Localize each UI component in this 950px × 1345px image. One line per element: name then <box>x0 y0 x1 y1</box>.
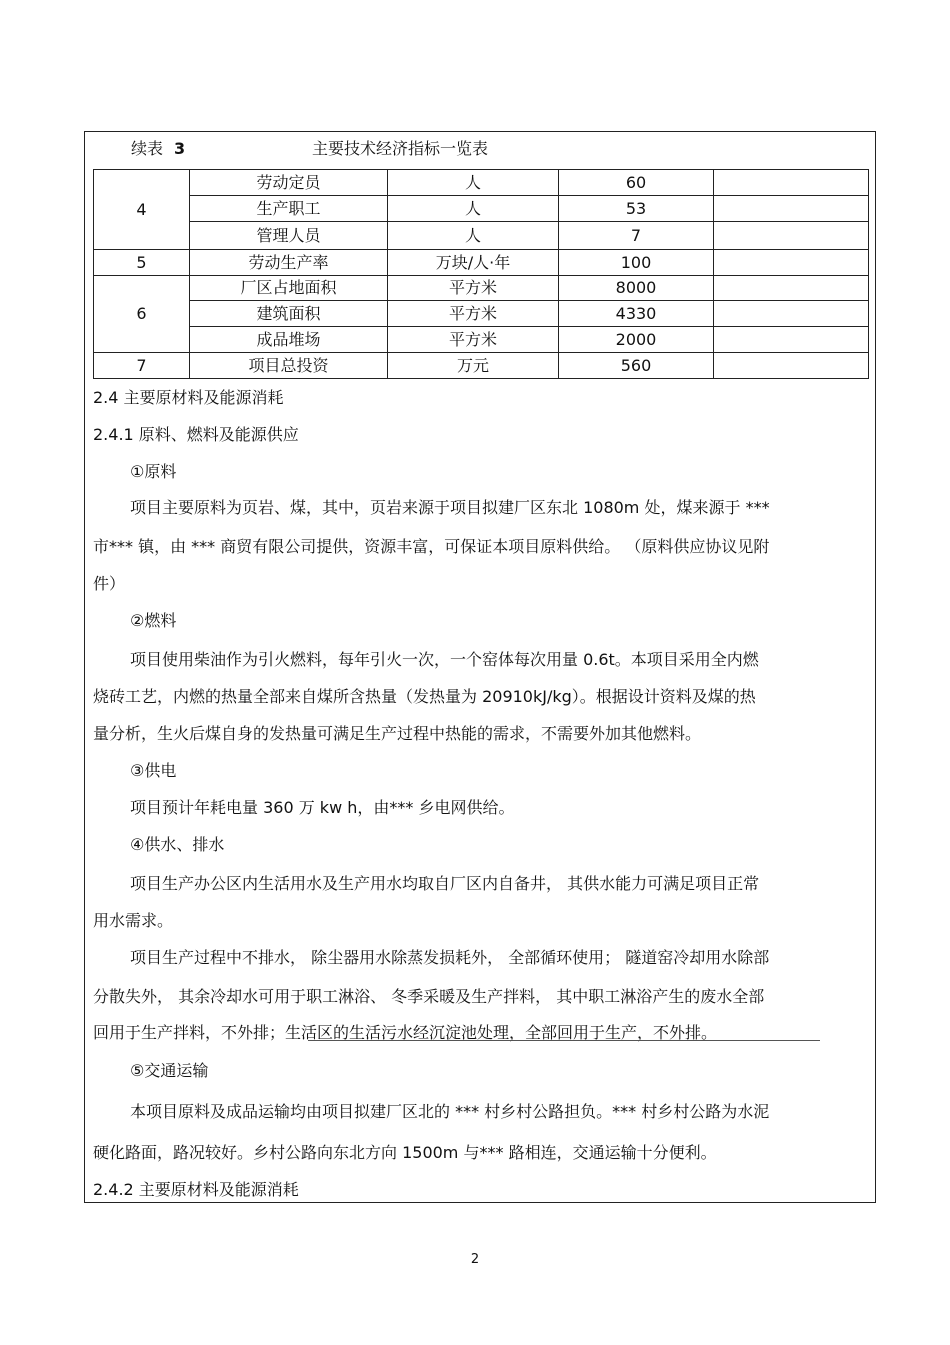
cell-no: 4 <box>94 170 190 250</box>
cell-item: 管理人员 <box>190 222 388 250</box>
paragraph-line: 用水需求。 <box>93 911 174 930</box>
table-row <box>94 250 869 276</box>
section-heading-2-4: 2.4 主要原材料及能源消耗 <box>93 388 284 407</box>
cell-note <box>714 327 869 353</box>
cell-item: 劳动定员 <box>190 170 388 196</box>
table-row <box>94 327 869 353</box>
paragraph-line: 项目生产过程中不排水， 除尘器用水除蒸发损耗外， 全部循环使用； 隧道窑冷却用水除部 <box>130 948 770 967</box>
cell-item: 厂区占地面积 <box>190 276 388 301</box>
paragraph-line: 量分析，生火后煤自身的发热量可满足生产过程中热能的需求，不需要外加其他燃料。 <box>93 724 702 743</box>
cell-value: 560 <box>559 353 714 379</box>
table-row <box>94 196 869 222</box>
table-row <box>94 276 869 301</box>
cell-item: 成品堆场 <box>190 327 388 353</box>
subsection-title-water: ④供水、排水 <box>130 835 225 854</box>
table-caption-number: 3 <box>174 139 186 158</box>
cell-value: 8000 <box>559 276 714 301</box>
cell-unit: 万块/人·年 <box>388 250 559 276</box>
cell-no: 6 <box>94 276 190 353</box>
table-caption-title: 主要技术经济指标一览表 <box>312 139 489 158</box>
cell-item: 劳动生产率 <box>190 250 388 276</box>
cell-note <box>714 301 869 327</box>
cell-unit: 人 <box>388 222 559 250</box>
table-row <box>94 301 869 327</box>
paragraph-line: 分散失外， 其余冷却水可用于职工淋浴、 冬季采暖及生产拌料， 其中职工淋浴产生的废水全部 <box>93 987 765 1006</box>
cell-no: 5 <box>94 250 190 276</box>
cell-item: 建筑面积 <box>190 301 388 327</box>
subsection-title-transport: ⑤交通运输 <box>130 1061 209 1080</box>
paragraph-line: 回用于生产拌料，不外排；生活区的生活污水经沉淀池处理，全部回用于生产，不外排。 <box>93 1023 718 1042</box>
cell-value: 60 <box>559 170 714 196</box>
cell-unit: 平方米 <box>388 327 559 353</box>
subsection-title-raw-material: ①原料 <box>130 462 177 481</box>
cell-value: 4330 <box>559 301 714 327</box>
table-caption-label: 续表 <box>131 139 164 158</box>
paragraph-line: 硬化路面，路况较好。乡村公路向东北方向 1500m 与*** 路相连，交通运输十分便利。 <box>93 1143 717 1162</box>
cell-unit: 人 <box>388 170 559 196</box>
table-row <box>94 353 869 379</box>
cell-note <box>714 353 869 379</box>
cell-unit: 平方米 <box>388 301 559 327</box>
cell-no: 7 <box>94 353 190 379</box>
paragraph-line: 本项目原料及成品运输均由项目拟建厂区北的 *** 村乡村公路担负。*** 村乡村公路为水泥 <box>130 1102 770 1121</box>
handwritten-underline <box>308 1040 820 1041</box>
cell-note <box>714 250 869 276</box>
paragraph-line: 项目预计年耗电量 360 万 kw h，由*** 乡电网供给。 <box>130 798 515 817</box>
cell-value: 100 <box>559 250 714 276</box>
cell-note <box>714 196 869 222</box>
paragraph-line: 市*** 镇，由 *** 商贸有限公司提供，资源丰富，可保证本项目原料供给。 （原料供应协议见附 <box>93 537 770 556</box>
section-heading-2-4-1: 2.4.1 原料、燃料及能源供应 <box>93 425 299 444</box>
table-row <box>94 170 869 196</box>
paragraph-line: 件） <box>93 574 126 593</box>
cell-unit: 人 <box>388 196 559 222</box>
indicator-table <box>93 169 869 379</box>
cell-note <box>714 222 869 250</box>
cell-note <box>714 170 869 196</box>
cell-note <box>714 276 869 301</box>
cell-unit: 万元 <box>388 353 559 379</box>
section-heading-2-4-2: 2.4.2 主要原材料及能源消耗 <box>93 1180 299 1199</box>
page-number: 2 <box>470 1252 480 1267</box>
paragraph-line: 项目生产办公区内生活用水及生产用水均取自厂区内自备井， 其供水能力可满足项目正常 <box>130 874 760 893</box>
paragraph-line: 烧砖工艺，内燃的热量全部来自煤所含热量（发热量为 20910kJ/kg）。根据设计资料及煤的热 <box>93 687 756 706</box>
subsection-title-power: ③供电 <box>130 761 177 780</box>
subsection-title-fuel: ②燃料 <box>130 611 177 630</box>
cell-unit: 平方米 <box>388 276 559 301</box>
cell-item: 生产职工 <box>190 196 388 222</box>
cell-value: 2000 <box>559 327 714 353</box>
cell-item: 项目总投资 <box>190 353 388 379</box>
paragraph-line: 项目主要原料为页岩、煤，其中，页岩来源于项目拟建厂区东北 1080m 处，煤来源于 *** <box>130 498 770 517</box>
cell-value: 53 <box>559 196 714 222</box>
table-row <box>94 222 869 250</box>
paragraph-line: 项目使用柴油作为引火燃料，每年引火一次，一个窑体每次用量 0.6t。本项目采用全内燃 <box>130 650 759 669</box>
cell-value: 7 <box>559 222 714 250</box>
